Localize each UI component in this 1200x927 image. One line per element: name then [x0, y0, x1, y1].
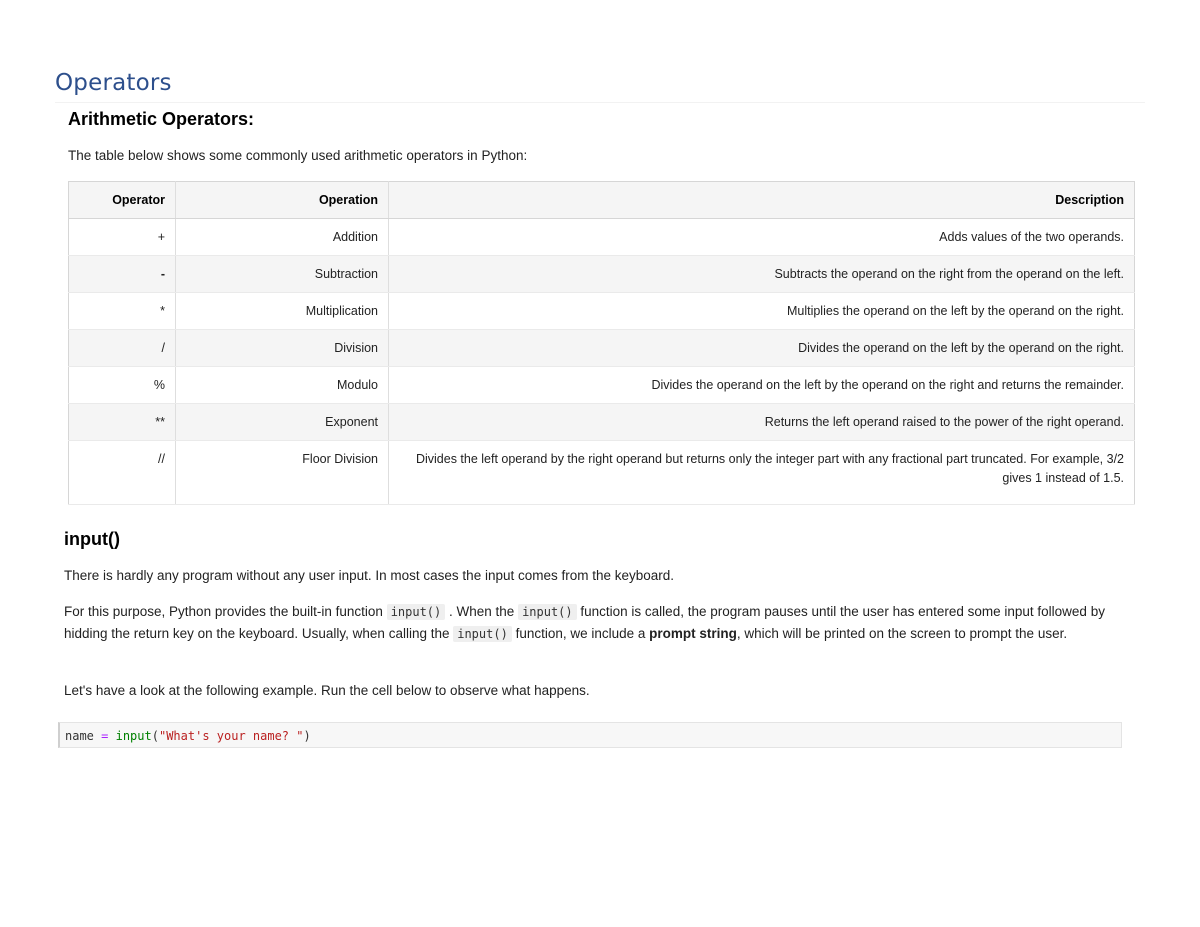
description-cell: Divides the operand on the left by the operand on the right and returns the remainder.: [389, 367, 1135, 404]
code-line: [65, 729, 311, 743]
bold-text: prompt string: [649, 626, 737, 641]
description-cell: Multiplies the operand on the left by the operand on the right.: [389, 293, 1135, 330]
input-paragraph-2: [64, 601, 1134, 645]
operation-cell: Addition: [176, 219, 389, 256]
operation-cell: Multiplication: [176, 293, 389, 330]
table-row: [69, 219, 1135, 256]
table-row: [69, 293, 1135, 330]
operator-cell: *: [69, 293, 176, 330]
description-cell: Divides the left operand by the right operand but returns only the integer part with any fractional part truncated. For example, 3/2 gives 1 instead of 1.5.: [389, 441, 1135, 505]
paragraph-text: For this purpose, Python provides the built-in function: [64, 604, 387, 619]
operator-cell: /: [69, 330, 176, 367]
code-string: "What's your name? ": [158, 729, 304, 743]
title-divider: [55, 102, 1145, 103]
operator-cell: %: [69, 367, 176, 404]
description-cell: Returns the left operand raised to the power of the right operand.: [389, 404, 1135, 441]
description-cell: Subtracts the operand on the right from the operand on the left.: [389, 256, 1135, 293]
operator-cell: -: [69, 256, 176, 293]
inline-code: input(): [453, 626, 512, 642]
input-heading: input(): [64, 529, 120, 549]
column-header-operation: Operation: [176, 182, 389, 219]
code-cell[interactable]: [58, 722, 1122, 748]
inline-code: input(): [518, 604, 577, 620]
operator-cell: **: [69, 404, 176, 441]
operator-cell: +: [69, 219, 176, 256]
inline-code: input(): [387, 604, 446, 620]
table-row: [69, 404, 1135, 441]
code-paren-close: ): [303, 729, 311, 743]
description-cell: Adds values of the two operands.: [389, 219, 1135, 256]
arithmetic-intro: The table below shows some commonly used arithmetic operators in Python:: [68, 148, 528, 163]
paragraph-text: function, we include a: [511, 626, 650, 641]
operator-cell: //: [69, 441, 176, 505]
input-paragraph-1: There is hardly any program without any user input. In most cases the input comes from the keyboard.: [64, 568, 675, 583]
description-cell: Divides the operand on the left by the operand on the right.: [389, 330, 1135, 367]
code-operator: =: [101, 729, 109, 743]
input-paragraph-3: Let's have a look at the following example. Run the cell below to observe what happens.: [64, 683, 590, 698]
operation-cell: Division: [176, 330, 389, 367]
code-variable: name: [65, 729, 94, 743]
operators-table: [68, 181, 1135, 505]
paragraph-text: , which will be printed on the screen to prompt the user.: [736, 626, 1068, 641]
code-paren-open: (: [151, 729, 159, 743]
operation-cell: Exponent: [176, 404, 389, 441]
table-header-row: [69, 182, 1135, 219]
column-header-description: Description: [389, 182, 1135, 219]
operation-cell: Modulo: [176, 367, 389, 404]
paragraph-text: . When the: [445, 604, 519, 619]
column-header-operator: Operator: [69, 182, 176, 219]
table-row: [69, 256, 1135, 293]
operation-cell: Floor Division: [176, 441, 389, 505]
table-row: [69, 367, 1135, 404]
arithmetic-heading: Arithmetic Operators:: [68, 109, 255, 129]
table-row: [69, 441, 1135, 505]
table-row: [69, 330, 1135, 367]
paragraph-text: function is called, the program pauses until the user has entered some input followed by hidding the return key on the keyboard. Usually, when calling the: [64, 604, 1105, 641]
code-function: input: [115, 729, 152, 743]
operation-cell: Subtraction: [176, 256, 389, 293]
page-title: Operators: [55, 70, 172, 96]
